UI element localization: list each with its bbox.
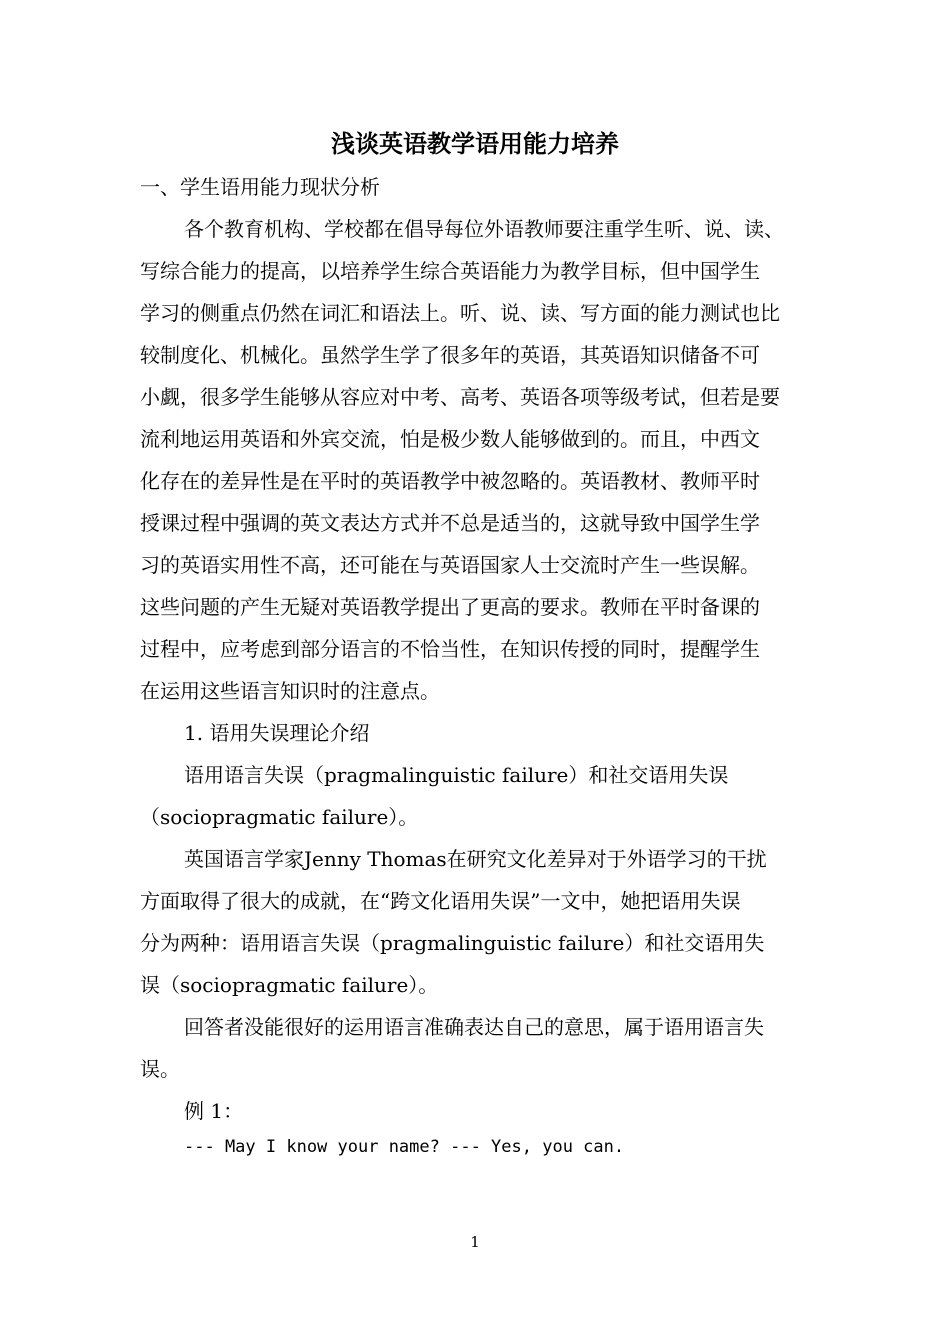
paragraph-line: 回答者没能很好的运用语言准确表达自己的意思，属于语用语言失: [184, 1015, 764, 1039]
paragraph-line: 这些问题的产生无疑对英语教学提出了更高的要求。教师在平时备课的: [140, 595, 760, 619]
paragraph-line: 授课过程中强调的英文表达方式并不总是适当的，这就导致中国学生学: [140, 511, 760, 535]
document-title: 浅谈英语教学语用能力培养: [331, 129, 619, 158]
paragraph-line: 习的英语实用性不高，还可能在与英语国家人士交流时产生一些误解。: [140, 553, 760, 577]
example-label: 例 1：: [184, 1099, 244, 1123]
paragraph-line: 化存在的差异性是在平时的英语教学中被忽略的。英语教材、教师平时: [140, 469, 760, 493]
paragraph-line: 写综合能力的提高，以培养学生综合英语能力为教学目标，但中国学生: [140, 259, 760, 283]
paragraph-line: 过程中，应考虑到部分语言的不恰当性，在知识传授的同时，提醒学生: [140, 637, 760, 661]
paragraph-line: 小觑，很多学生能够从容应对中考、高考、英语各项等级考试，但若是要: [140, 385, 780, 409]
paragraph-line: 英国语言学家Jenny Thomas在研究文化差异对于外语学习的干扰: [184, 847, 767, 871]
paragraph-line: 语用语言失误（pragmalinguistic failure）和社交语用失误: [184, 763, 729, 787]
paragraph-line: 误（sociopragmatic failure）。: [140, 973, 439, 997]
section-heading: 一、学生语用能力现状分析: [140, 175, 380, 199]
paragraph-line: 分为两种：语用语言失误（pragmalinguistic failure）和社交语用失: [140, 931, 765, 955]
example-dialogue: --- May I know your name? --- Yes, you can.: [184, 1137, 625, 1157]
subheading: 1. 语用失误理论介绍: [184, 721, 370, 745]
paragraph-line: （sociopragmatic failure）。: [140, 805, 419, 829]
page-number: 1: [470, 1233, 480, 1251]
paragraph-line: 流利地运用英语和外宾交流，怕是极少数人能够做到的。而且，中西文: [140, 427, 760, 451]
paragraph-line: 在运用这些语言知识时的注意点。: [140, 679, 440, 703]
paragraph-line: 方面取得了很大的成就，在“跨文化语用失误”一文中，她把语用失误: [140, 889, 741, 913]
paragraph-line: 较制度化、机械化。虽然学生学了很多年的英语，其英语知识储备不可: [140, 343, 760, 367]
paragraph-line: 学习的侧重点仍然在词汇和语法上。听、说、读、写方面的能力测试也比: [140, 301, 780, 325]
paragraph-line: 各个教育机构、学校都在倡导每位外语教师要注重学生听、说、读、: [184, 217, 784, 241]
paragraph-line: 误。: [140, 1057, 180, 1081]
